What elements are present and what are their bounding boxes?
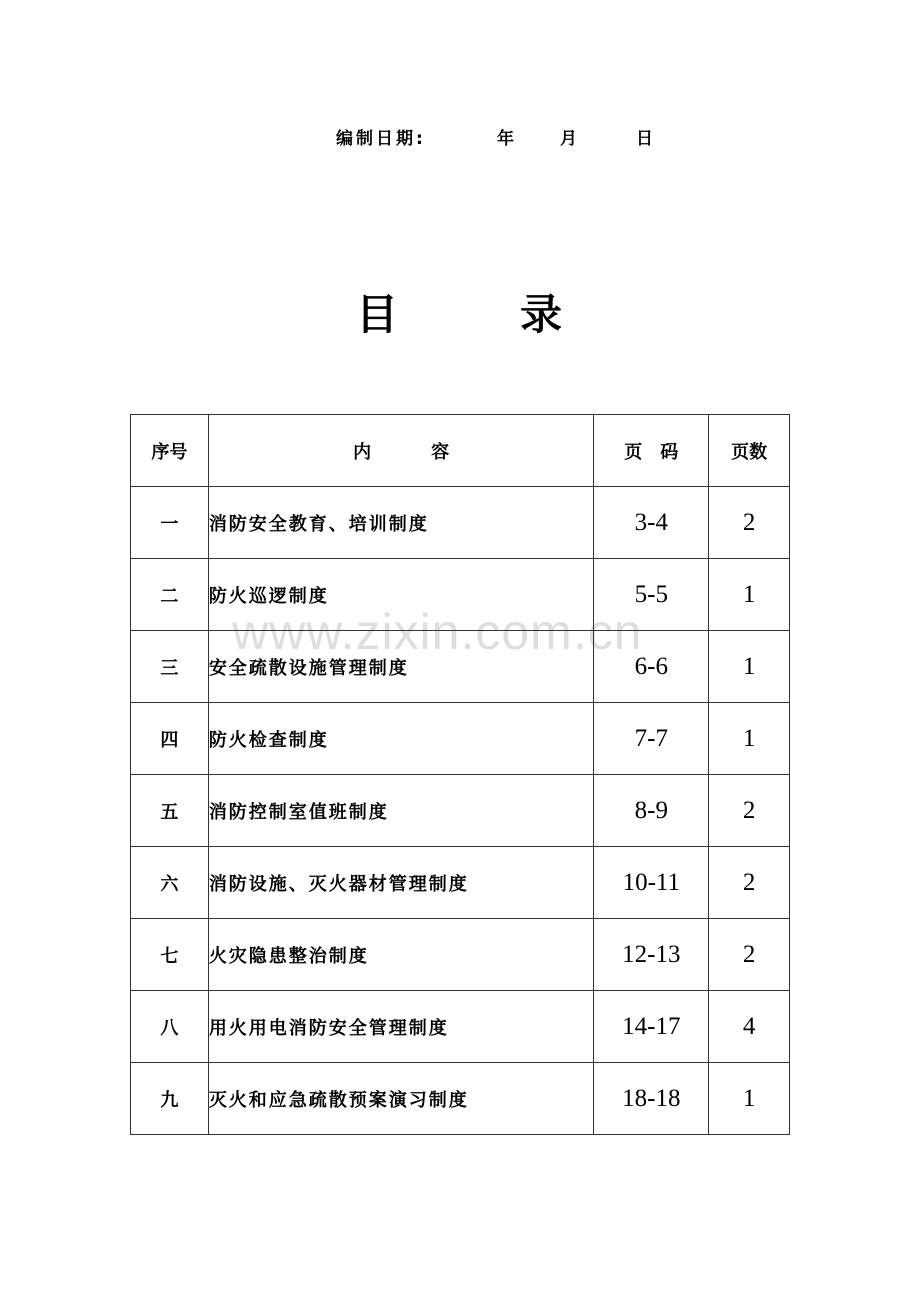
toc-title [0,282,920,339]
row-count: 1 [709,1063,790,1135]
table-row [131,559,790,631]
row-content: 消防安全教育、培训制度 [208,487,594,559]
row-seq: 五 [131,775,209,847]
table-row [131,919,790,991]
row-content: 灭火和应急疏散预案演习制度 [208,1063,594,1135]
row-content: 用火用电消防安全管理制度 [208,991,594,1063]
row-seq: 三 [131,631,209,703]
table-row [131,631,790,703]
table-row [131,1063,790,1135]
row-page: 7-7 [594,703,709,775]
row-seq: 六 [131,847,209,919]
row-count: 4 [709,991,790,1063]
row-content: 消防设施、灭火器材管理制度 [208,847,594,919]
row-page: 8-9 [594,775,709,847]
row-page: 10-11 [594,847,709,919]
row-seq: 一 [131,487,209,559]
table-row [131,487,790,559]
header-count: 页数 [709,415,790,487]
header-content: 内容 [208,415,594,487]
header-seq: 序号 [131,415,209,487]
row-seq: 八 [131,991,209,1063]
row-count: 1 [709,559,790,631]
toc-header-row [131,415,790,487]
year-label: 年 [497,129,514,149]
table-row [131,847,790,919]
row-seq: 二 [131,559,209,631]
row-page: 5-5 [594,559,709,631]
row-page: 6-6 [594,631,709,703]
header-page: 页码 [594,415,709,487]
table-row [131,703,790,775]
row-content: 火灾隐患整治制度 [208,919,594,991]
toc-table [130,414,790,1135]
row-page: 14-17 [594,991,709,1063]
watermark: www.zixin.com.cn [232,604,643,660]
day-label: 日 [636,129,653,149]
month-label: 月 [560,129,577,149]
row-seq: 七 [131,919,209,991]
toc-title-char-1: 目 [356,290,399,339]
row-count: 2 [709,919,790,991]
row-content: 防火巡逻制度 [208,559,594,631]
row-count: 1 [709,631,790,703]
row-count: 2 [709,847,790,919]
table-row [131,991,790,1063]
table-row [131,775,790,847]
row-content: 防火检查制度 [208,703,594,775]
row-content: 消防控制室值班制度 [208,775,594,847]
toc-title-char-2: 录 [520,290,563,339]
row-count: 2 [709,775,790,847]
row-content: 安全疏散设施管理制度 [208,631,594,703]
row-count: 2 [709,487,790,559]
row-page: 18-18 [594,1063,709,1135]
row-page: 12-13 [594,919,709,991]
row-count: 1 [709,703,790,775]
row-page: 3-4 [594,487,709,559]
row-seq: 四 [131,703,209,775]
row-seq: 九 [131,1063,209,1135]
compile-date-line [0,124,920,152]
compile-date-label: 编制日期: [336,129,426,149]
